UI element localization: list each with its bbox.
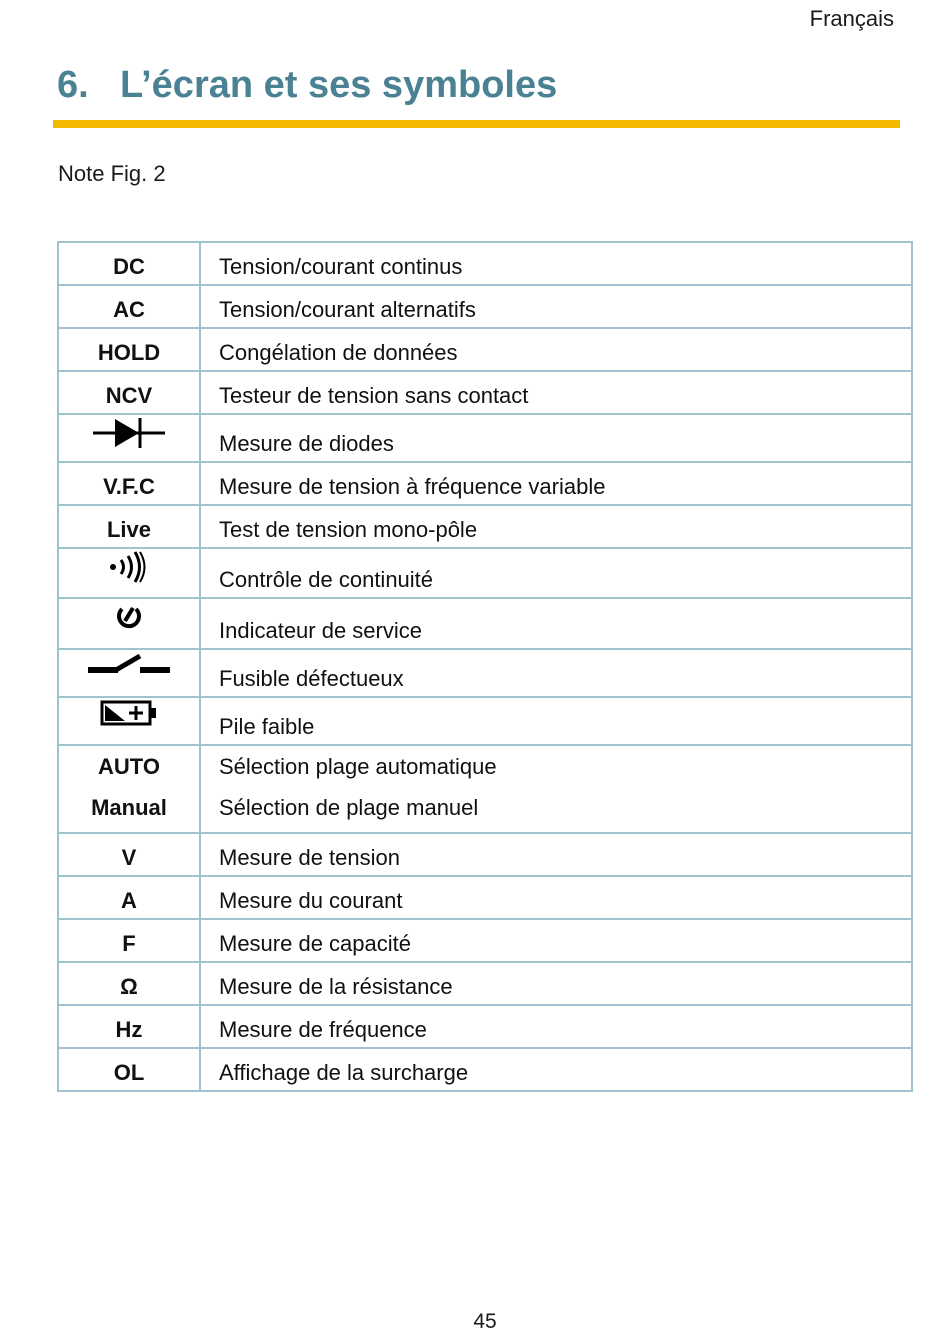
table-row (58, 962, 912, 1005)
description-cell: Fusible défectueux (200, 649, 912, 697)
symbol-cell: HOLD (58, 328, 200, 371)
section-number: 6. (57, 64, 89, 106)
section-title: L’écran et ses symboles (120, 64, 558, 106)
table-row (58, 833, 912, 876)
description-cell: Affichage de la surcharge (200, 1048, 912, 1091)
description-cell: Indicateur de service (200, 598, 912, 649)
figure-note: Note Fig. 2 (58, 161, 166, 186)
table-row (58, 414, 912, 462)
heading-underline (53, 120, 900, 128)
table-row (58, 505, 912, 548)
table-row (58, 548, 912, 598)
table-row (58, 285, 912, 328)
table-row (58, 919, 912, 962)
symbol-cell (58, 598, 200, 649)
table-row (58, 876, 912, 919)
symbol-cell: A (58, 876, 200, 919)
description-cell: Contrôle de continuité (200, 548, 912, 598)
table-row (58, 242, 912, 285)
description-cell: Tension/courant alternatifs (200, 285, 912, 328)
description-auto: Sélection plage automatique (219, 754, 497, 779)
table-row (58, 1005, 912, 1048)
table-row (58, 649, 912, 697)
description-cell: Mesure de capacité (200, 919, 912, 962)
symbol-manual: Manual (91, 795, 167, 820)
symbols-table (57, 241, 913, 1092)
language-label: Français (809, 6, 894, 31)
symbol-cell (58, 697, 200, 745)
table-row (58, 598, 912, 649)
section-heading (57, 64, 557, 107)
description-cell: Pile faible (200, 697, 912, 745)
symbol-cell (58, 649, 200, 697)
description-cell: Mesure de tension (200, 833, 912, 876)
table-row (58, 371, 912, 414)
symbol-cell: V (58, 833, 200, 876)
description-cell: Mesure du courant (200, 876, 912, 919)
description-cell: Test de tension mono-pôle (200, 505, 912, 548)
diode-icon (91, 415, 167, 451)
table-row (58, 462, 912, 505)
table-row (58, 697, 912, 745)
symbol-cell (58, 745, 200, 833)
description-cell: Mesure de fréquence (200, 1005, 912, 1048)
symbol-cell: F (58, 919, 200, 962)
description-cell (200, 745, 912, 833)
open-switch-icon (86, 650, 172, 686)
service-indicator-icon (114, 602, 144, 638)
table-row (58, 745, 912, 833)
symbol-cell: OL (58, 1048, 200, 1091)
symbol-cell: Live (58, 505, 200, 548)
symbol-cell (58, 414, 200, 462)
description-cell: Testeur de tension sans contact (200, 371, 912, 414)
symbol-auto: AUTO (98, 754, 160, 779)
description-cell: Tension/courant continus (200, 242, 912, 285)
symbol-cell (58, 548, 200, 598)
description-cell: Mesure de la résistance (200, 962, 912, 1005)
description-cell: Mesure de diodes (200, 414, 912, 462)
low-battery-icon (99, 698, 159, 734)
continuity-sound-icon (107, 551, 151, 587)
symbol-cell: AC (58, 285, 200, 328)
description-cell: Mesure de tension à fréquence variable (200, 462, 912, 505)
symbol-cell: V.F.C (58, 462, 200, 505)
description-cell: Congélation de données (200, 328, 912, 371)
description-manual: Sélection de plage manuel (219, 795, 479, 820)
table-row (58, 1048, 912, 1091)
symbol-cell: NCV (58, 371, 200, 414)
symbol-cell: Ω (58, 962, 200, 1005)
symbol-cell: Hz (58, 1005, 200, 1048)
table-row (58, 328, 912, 371)
page-number: 45 (473, 1310, 497, 1333)
symbol-cell: DC (58, 242, 200, 285)
